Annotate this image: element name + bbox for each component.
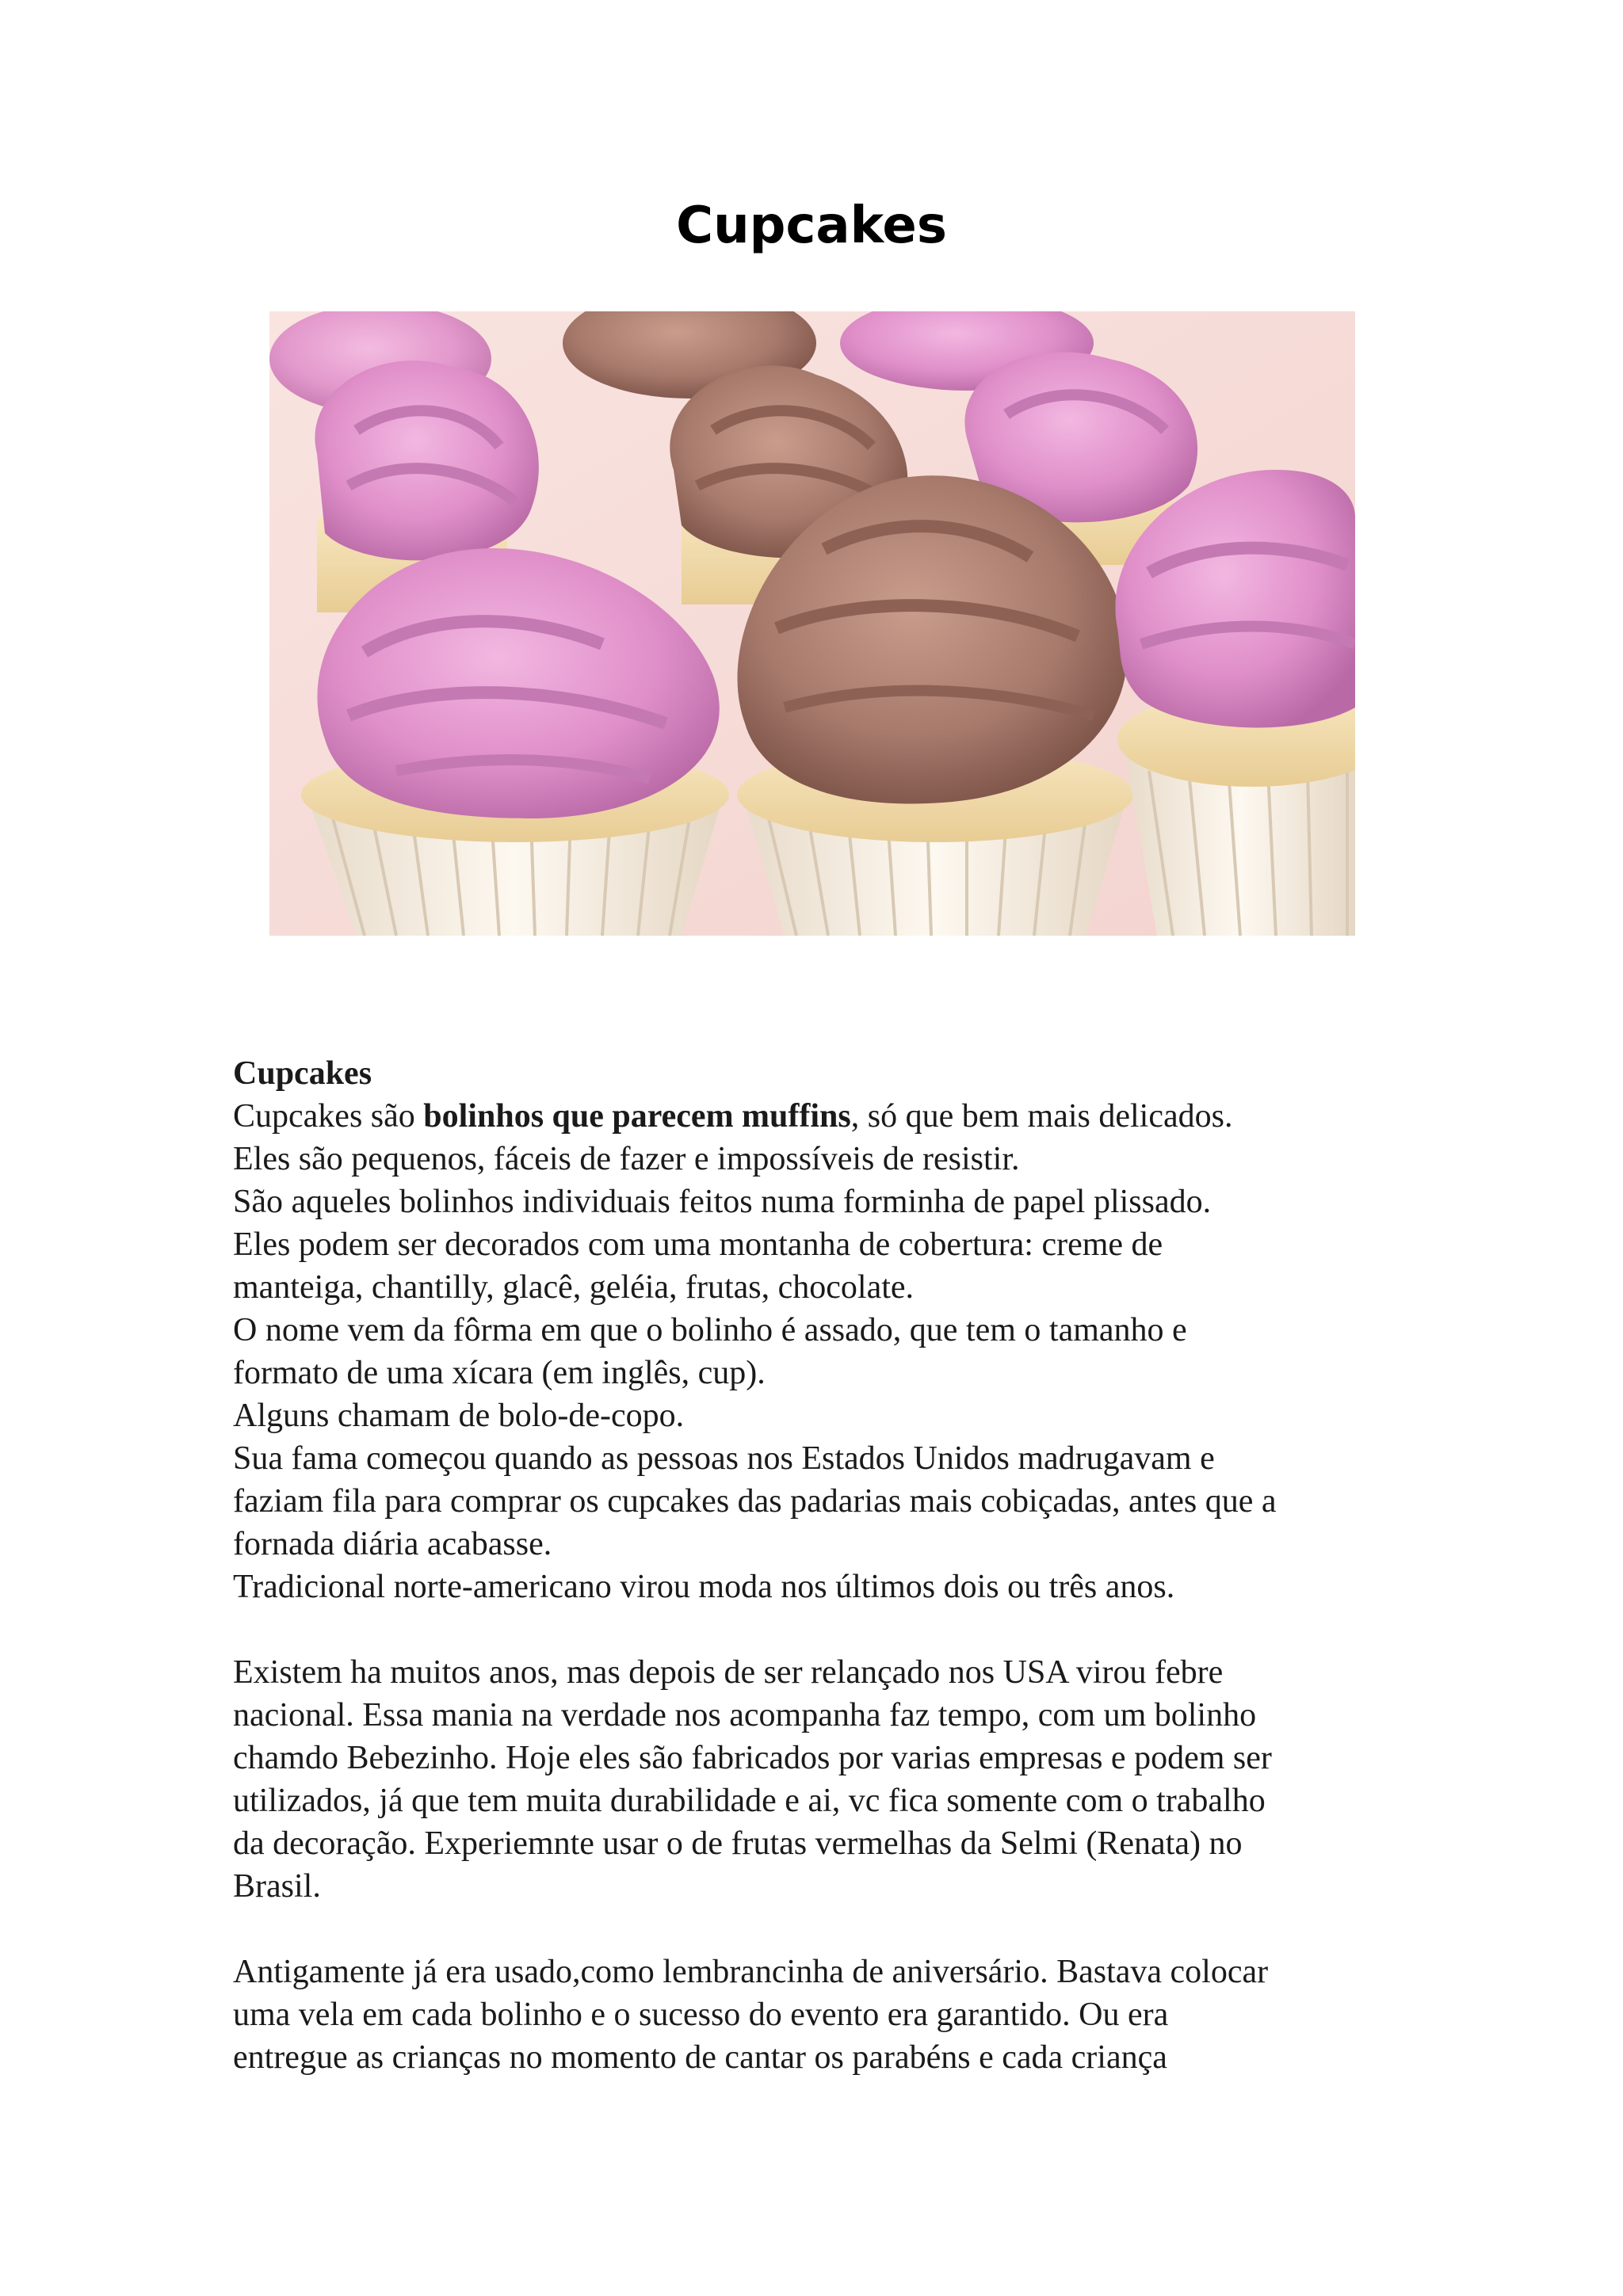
article-line: Eles são pequenos, fáceis de fazer e impossíveis de resistir. xyxy=(233,1141,1020,1177)
article-line: uma vela em cada bolinho e o sucesso do evento era garantido. Ou era xyxy=(233,1997,1169,2033)
article-line xyxy=(233,1095,1406,1138)
article-line: Alguns chamam de bolo-de-copo. xyxy=(233,1398,685,1434)
article-heading: Cupcakes xyxy=(233,1055,372,1092)
cupcakes-photo xyxy=(269,311,1355,936)
article-line: da decoração. Experiemnte usar o de frutas vermelhas da Selmi (Renata) no xyxy=(233,1825,1243,1862)
page-title: Cupcakes xyxy=(676,196,947,255)
article-line: entregue as crianças no momento de cantar os parabéns e cada criança xyxy=(233,2039,1167,2076)
article-line: Existem ha muitos anos, mas depois de ser relançado nos USA virou febre xyxy=(233,1654,1224,1691)
article-line: Tradicional norte-americano virou moda nos últimos dois ou três anos. xyxy=(233,1569,1175,1605)
article-body xyxy=(233,1052,1406,2079)
article-line: Brasil. xyxy=(233,1868,321,1905)
bold-phrase: bolinhos que parecem muffins xyxy=(423,1098,851,1135)
article-line: manteiga, chantilly, glacê, geléia, frutas, chocolate. xyxy=(233,1269,915,1306)
article-line: O nome vem da fôrma em que o bolinho é assado, que tem o tamanho e xyxy=(233,1312,1187,1348)
text-run: Cupcakes são xyxy=(233,1098,424,1135)
article-line: fornada diária acabasse. xyxy=(233,1526,552,1562)
article-line: São aqueles bolinhos individuais feitos numa forminha de papel plissado. xyxy=(233,1184,1212,1220)
article-line: Antigamente já era usado,como lembrancinha de aniversário. Bastava colocar xyxy=(233,1954,1269,1990)
cupcake-front-center xyxy=(737,475,1133,936)
article-line: Eles podem ser decorados com uma montanha de cobertura: creme de xyxy=(233,1226,1163,1263)
paragraph-gap xyxy=(233,1608,1406,1651)
article-line: formato de uma xícara (em inglês, cup). xyxy=(233,1355,766,1391)
article-line: utilizados, já que tem muita durabilidade e ai, vc fica somente com o trabalho xyxy=(233,1783,1266,1819)
cupcake-front-right xyxy=(1115,470,1355,936)
article-line: nacional. Essa mania na verdade nos acompanha faz tempo, com um bolinho xyxy=(233,1697,1257,1733)
article-line: Sua fama começou quando as pessoas nos Estados Unidos madrugavam e xyxy=(233,1440,1215,1477)
paragraph-gap xyxy=(233,1908,1406,1951)
article-line: faziam fila para comprar os cupcakes das padarias mais cobiçadas, antes que a xyxy=(233,1483,1277,1520)
text-run: , só que bem mais delicados. xyxy=(850,1098,1233,1135)
article-line: chamdo Bebezinho. Hoje eles são fabricados por varias empresas e podem ser xyxy=(233,1740,1272,1776)
